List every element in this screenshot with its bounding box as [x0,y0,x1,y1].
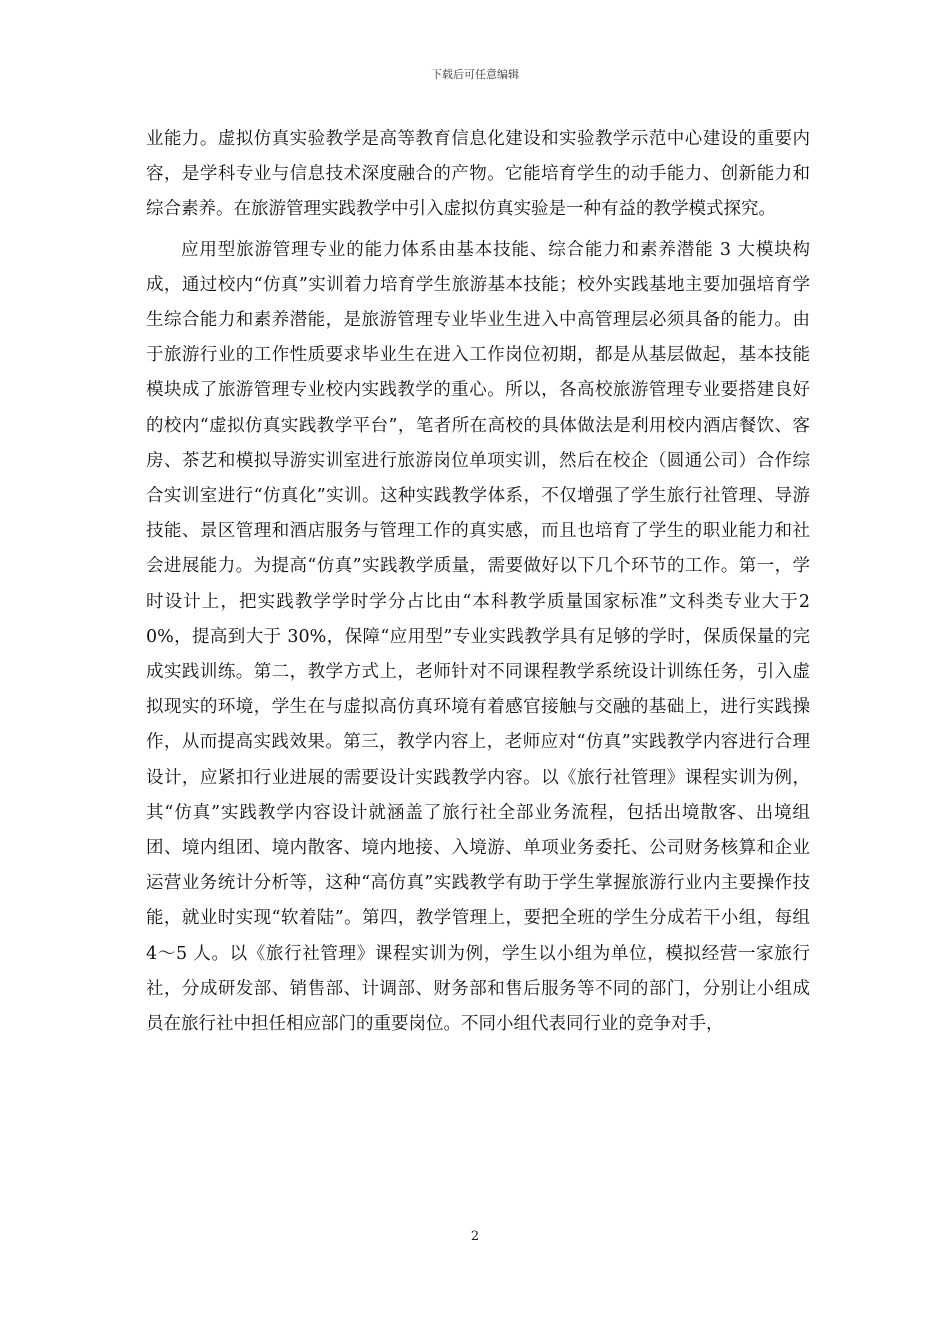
body-paragraph-continuation: 业能力。虚拟仿真实验教学是高等教育信息化建设和实验教学示范中心建设的重要内容，是学科专业与信息技术深度融合的产物。它能培育学生的动手能力、创新能力和综合素养。在旅游管理实践教学中引入虚拟仿真实验是一种有益的教学模式探究。 [146,129,810,220]
document-body [146,122,810,1042]
page-header: 下载后可任意编辑 [431,68,519,81]
page-number: 2 [470,1229,480,1244]
body-paragraph: 应用型旅游管理专业的能力体系由基本技能、综合能力和素养潜能 3 大模块构成，通过校内“仿真”实训着力培育学生旅游基本技能；校外实践基地主要加强培育学生综合能力和素养潜能，是旅游管理专业毕业生进入中高管理层必须具备的能力。由于旅游行业的工作性质要求毕业生在进入工作岗位初期，都是从基层做起，基本技能模块成了旅游管理专业校内实践教学的重心。所以，各高校旅游管理专业要搭建良好的校内“虚拟仿真实践教学平台”，笔者所在高校的具体做法是利用校内酒店餐饮、客房、茶艺和模拟导游实训室进行旅游岗位单项实训，然后在校企（圆通公司）合作综合实训室进行“仿真化”实训。这种实践教学体系，不仅增强了学生旅行社管理、导游技能、景区管理和酒店服务与管理工作的真实感，而且也培育了学生的职业能力和社会进展能力。为提高“仿真”实践教学质量，需要做好以下几个环节的工作。第一，学时设计上，把实践教学学时学分占比由“本科教学质量国家标准”文科类专业大于20%，提高到大于 30%，保障“应用型”专业实践教学具有足够的学时，保质保量的完成实践训练。第二，教学方式上，老师针对不同课程教学系统设计训练任务，引入虚拟现实的环境，学生在与虚拟高仿真环境有着感官接触与交融的基础上，进行实践操作，从而提高实践效果。第三，教学内容上，老师应对“仿真”实践教学内容进行合理设计，应紧扣行业进展的需要设计实践教学内容。以《旅行社管理》课程实训为例，其“仿真”实践教学内容设计就涵盖了旅行社全部业务流程，包括出境散客、出境组团、境内组团、境内散客、境内地接、入境游、单项业务委托、公司财务核算和企业运营业务统计分析等，这种“高仿真”实践教学有助于学生掌握旅游行业内主要操作技能，就业时实现“软着陆”。第四，教学管理上，要把全班的学生分成若干小组，每组 4～5 人。以《旅行社管理》课程实训为例，学生以小组为单位，模拟经营一家旅行社，分成研发部、销售部、计调部、财务部和售后服务等不同的部门，分别让小组成员在旅行社中担任相应部门的重要岗位。不同小组代表同行业的竞争对手， [146,239,810,1035]
